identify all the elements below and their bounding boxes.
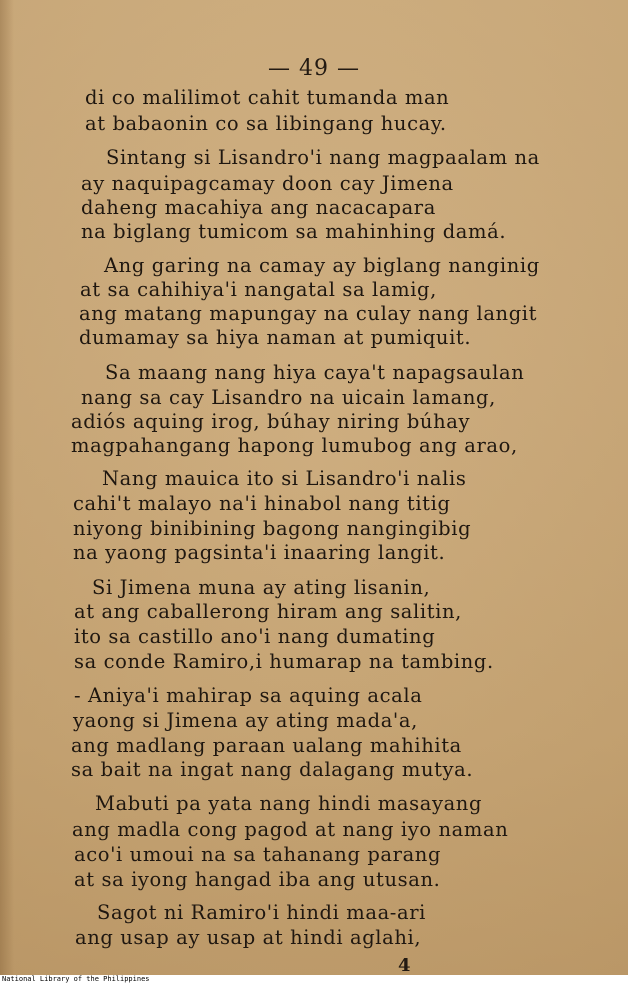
verse-line: Sa maang nang hiya caya't napagsaulan [105,361,525,384]
verse-line: at sa iyong hangad iba ang utusan. [74,868,441,891]
verse-line: na biglang tumicom sa mahinhing damá. [81,220,507,243]
verse-line: ang usap ay usap at hindi aglahi, [75,926,422,949]
verse-line: Si Jimena muna ay ating lisanin, [92,576,431,599]
verse-line: ang madlang paraan ualang mahihita [71,734,462,757]
verse-line: aco'i umoui na sa tahanang parang [74,843,442,866]
verse-line: niyong binibining bagong nangingibig [73,517,472,540]
verse-line: sa bait na ingat nang dalagang mutya. [71,758,474,781]
verse-line: daheng macahiya ang nacacapara [81,196,436,219]
verse-line: adiós aquing irog, búhay niring búhay [71,410,471,433]
verse-line: ang madla cong pagod at nang iyo naman [72,818,509,841]
verse-line: yaong si Jimena ay ating mada'a, [73,709,418,732]
page-edge-shadow [0,0,14,975]
verse-line: Nang mauica ito si Lisandro'i nalis [102,467,467,490]
verse-line: sa conde Ramiro,i humarap na tambing. [74,650,494,673]
verse-line: at ang caballerong hiram ang salitin, [74,600,462,623]
verse-line: Sintang si Lisandro'i nang magpaalam na [106,146,540,169]
verse-line: magpahangang hapong lumubog ang arao, [71,434,518,457]
verse-line: cahi't malayo na'i hinabol nang titig [73,492,451,515]
verse-line: di co malilimot cahit tumanda man [85,86,450,109]
verse-line: - Aniya'i mahirap sa aquing acala [74,684,423,707]
verse-line: at sa cahihiya'i nangatal sa lamig, [80,278,437,301]
verse-line: nang sa cay Lisandro na uicain lamang, [81,386,496,409]
page-number: — 49 — [268,56,360,81]
verse-line: ay naquipagcamay doon cay Jimena [81,172,454,195]
verse-line: Mabuti pa yata nang hindi masayang [95,792,483,815]
signature-mark: 4 [398,955,411,976]
verse-line: ito sa castillo ano'i nang dumating [74,625,436,648]
verse-line: na yaong pagsinta'i inaaring langit. [73,541,446,564]
verse-line: dumamay sa hiya naman at pumiquit. [79,326,472,349]
footer-credit: National Library of the Philippines [2,975,150,983]
verse-line: ang matang mapungay na culay nang langit [79,302,538,325]
verse-line: at babaonin co sa libingang hucay. [85,112,447,135]
verse-line: Sagot ni Ramiro'i hindi maa-ari [97,901,426,924]
verse-line: Ang garing na camay ay biglang nanginig [104,254,540,277]
